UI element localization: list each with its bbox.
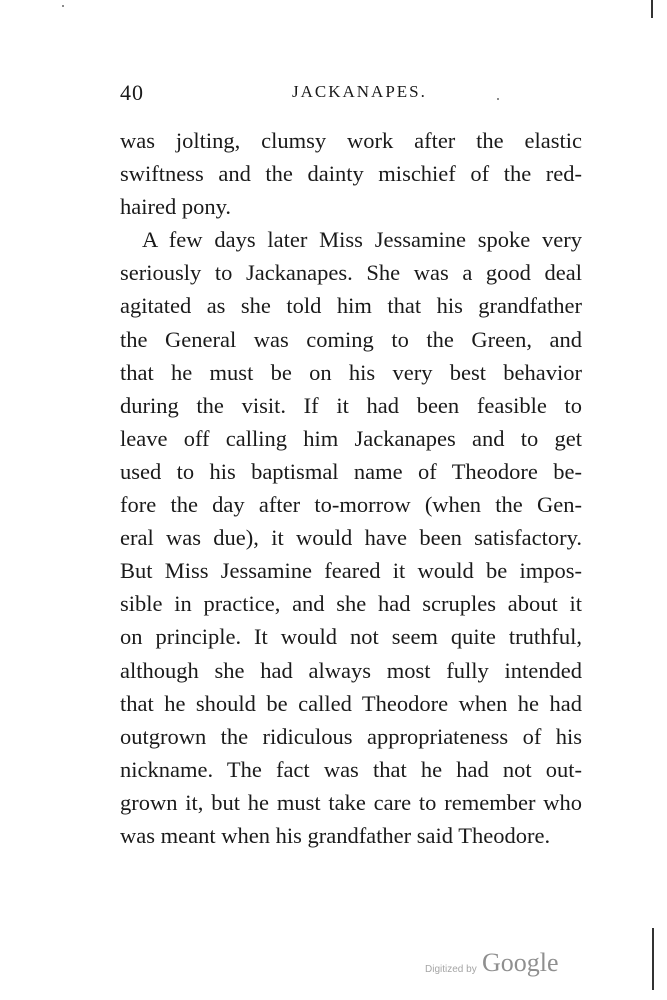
body-text bbox=[120, 124, 582, 852]
text-line: sible in practice, and she had scruples about it bbox=[120, 591, 582, 617]
text-line: although she had always most fully intended bbox=[120, 657, 582, 683]
google-logo: Google bbox=[482, 948, 559, 977]
running-title: JACKANAPES. bbox=[292, 82, 427, 101]
text-line: the General was coming to the Green, and bbox=[120, 326, 582, 352]
page-header bbox=[120, 80, 580, 108]
text-line: A few days later Miss Jessamine spoke very bbox=[142, 227, 582, 253]
text-line: that he should be called Theodore when he had bbox=[120, 690, 582, 716]
scan-edge-mark-top bbox=[651, 0, 653, 18]
text-line: outgrown the ridiculous appropriateness of his bbox=[120, 723, 582, 749]
text-line: seriously to Jackanapes. She was a good deal bbox=[120, 260, 582, 286]
scan-speck bbox=[62, 5, 64, 7]
text-line: swiftness and the dainty mischief of the red- bbox=[120, 161, 582, 187]
text-line: nickname. The fact was that he had not out- bbox=[120, 756, 582, 782]
text-line: that he must be on his very best behavior bbox=[120, 359, 582, 385]
watermark-prefix: Digitized by bbox=[425, 964, 477, 975]
text-line: agitated as she told him that his grandfather bbox=[120, 293, 582, 319]
text-line: fore the day after to-morrow (when the Gen- bbox=[120, 492, 582, 518]
text-line: was meant when his grandfather said Theodore. bbox=[120, 822, 551, 848]
page-number: 40 bbox=[120, 80, 144, 105]
text-line: haired pony. bbox=[120, 194, 232, 220]
text-line: on principle. It would not seem quite truthful, bbox=[120, 624, 582, 650]
text-line: used to his baptismal name of Theodore be- bbox=[120, 458, 582, 484]
scan-edge-mark-bottom bbox=[652, 928, 654, 990]
text-line: during the visit. If it had been feasible to bbox=[120, 392, 582, 418]
text-line: But Miss Jessamine feared it would be impos- bbox=[120, 558, 582, 584]
text-line: eral was due), it would have been satisfactory. bbox=[120, 525, 582, 551]
text-line: grown it, but he must take care to remember who bbox=[120, 789, 582, 815]
digitized-watermark bbox=[425, 948, 585, 982]
text-line: leave off calling him Jackanapes and to get bbox=[120, 425, 582, 451]
text-line: was jolting, clumsy work after the elastic bbox=[120, 128, 582, 153]
